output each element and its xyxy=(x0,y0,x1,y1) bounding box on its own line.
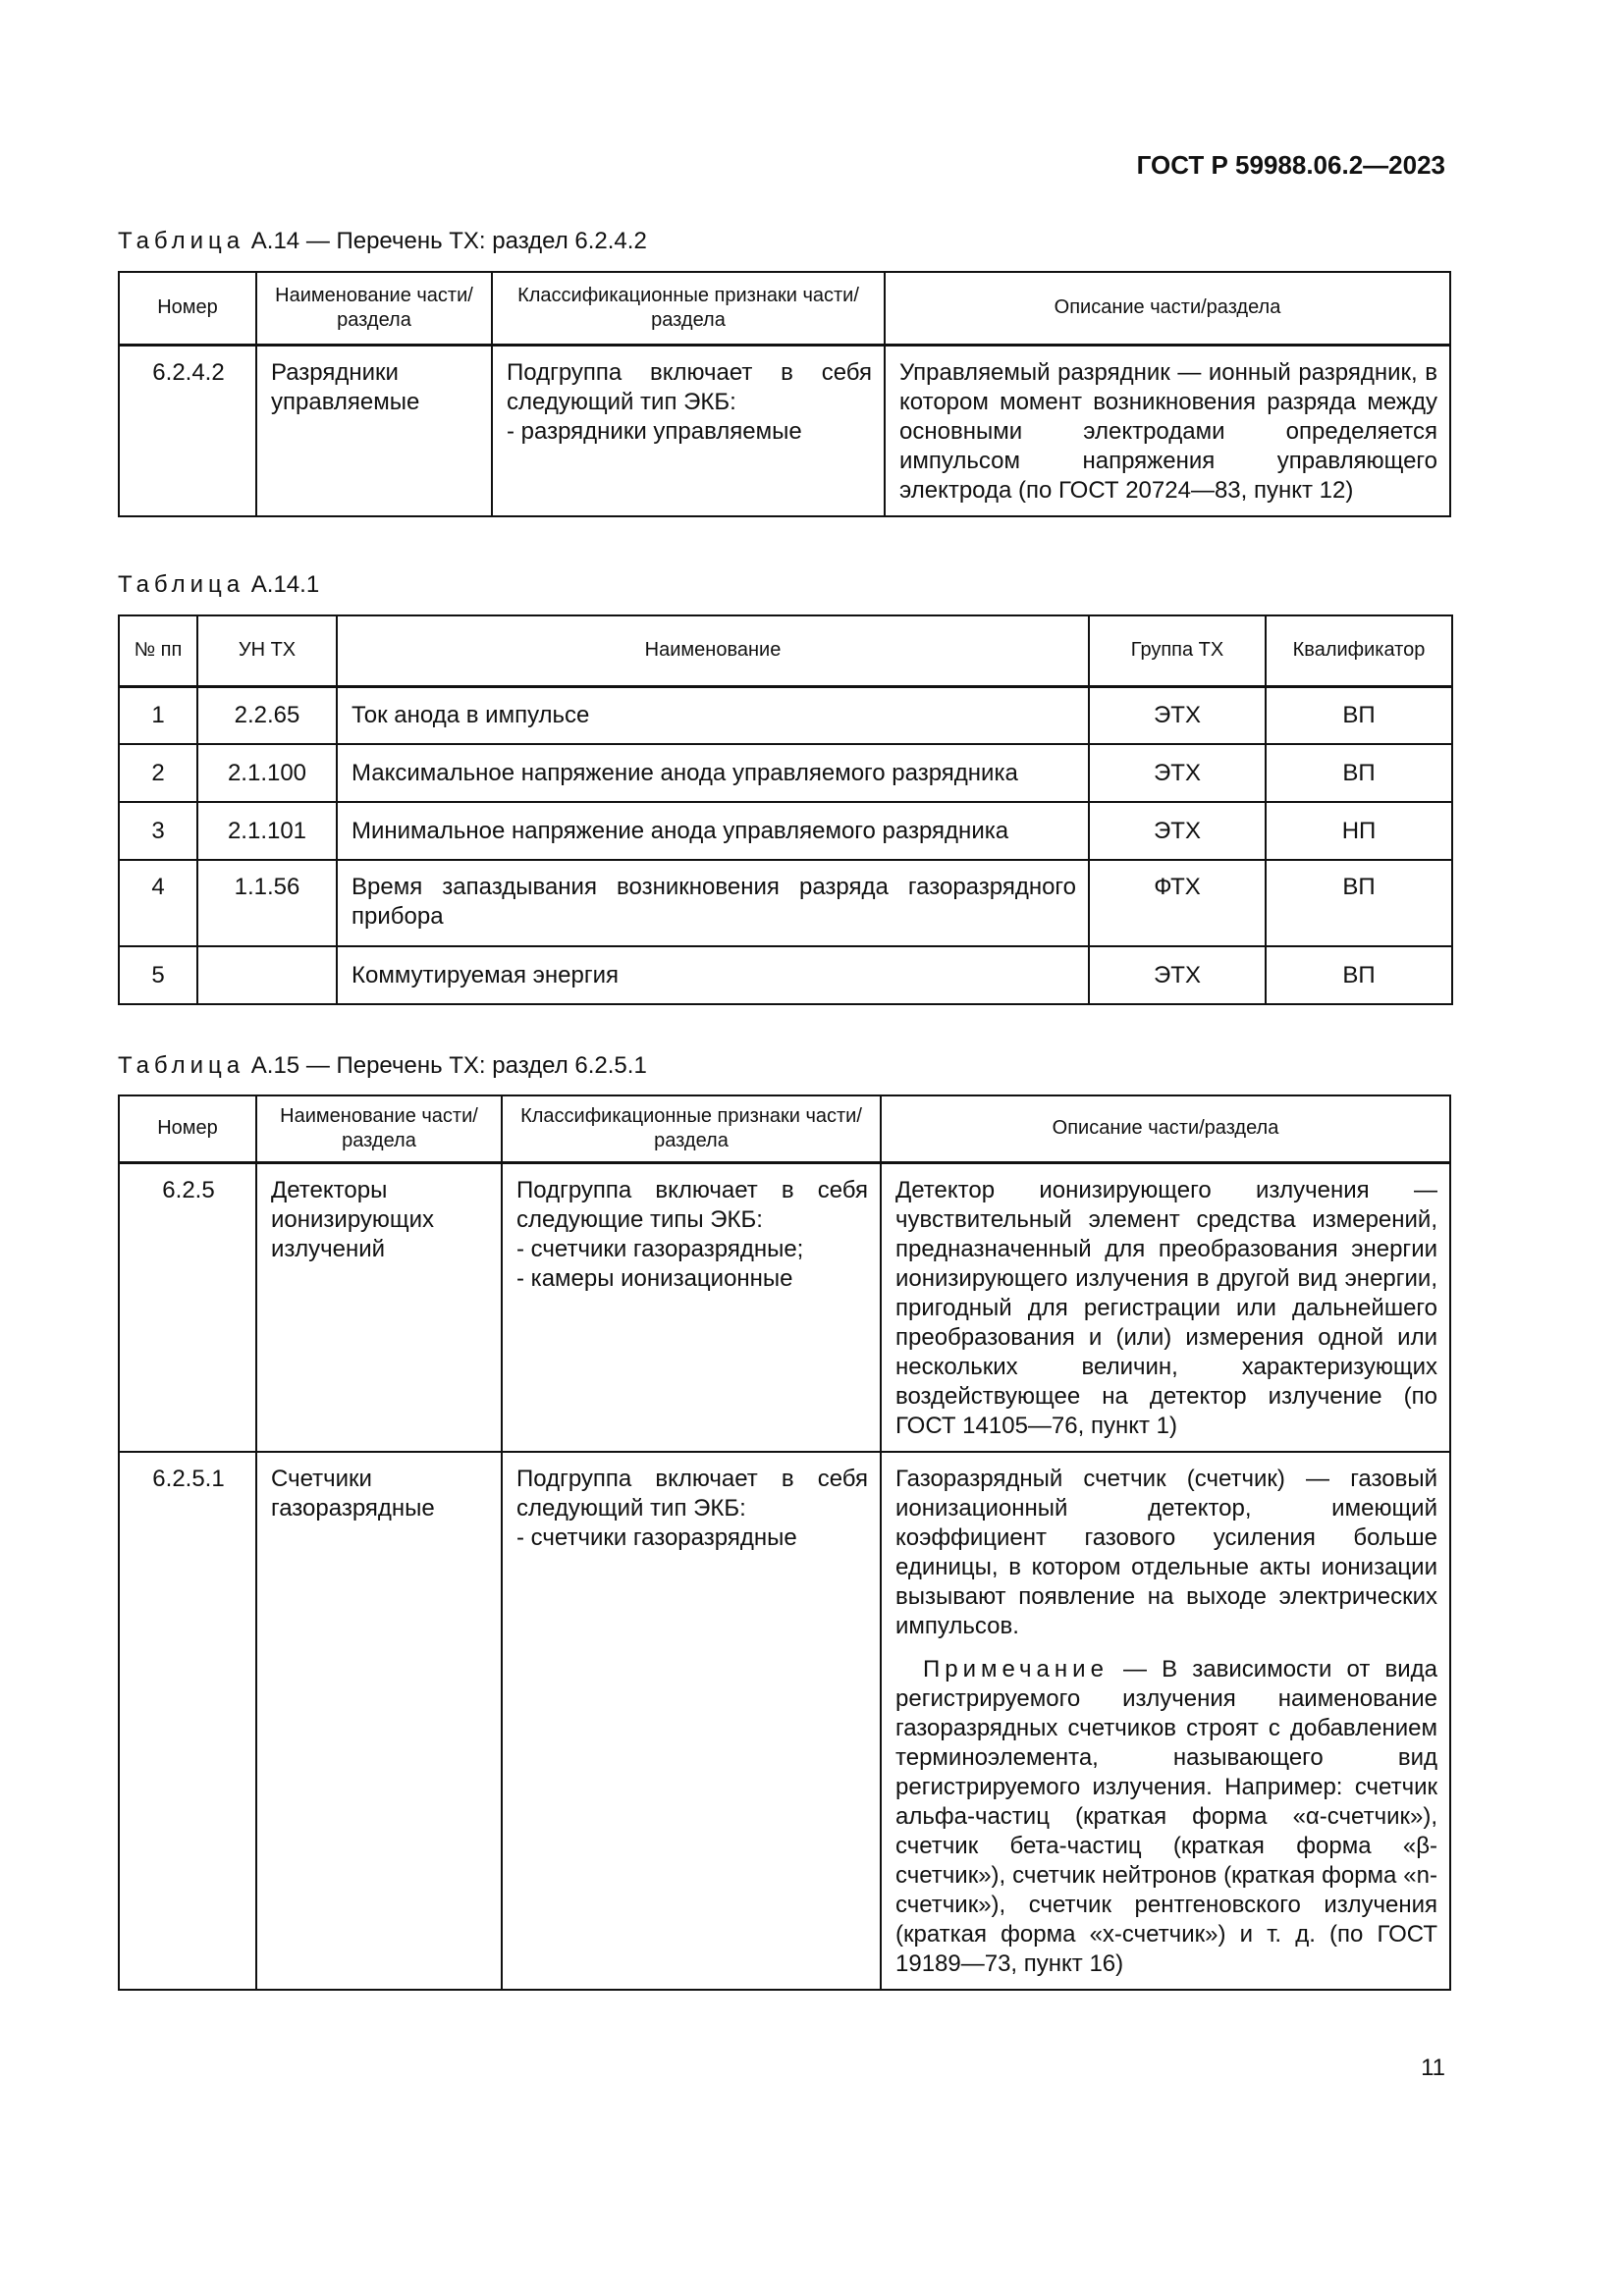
caption-text: А.14.1 xyxy=(244,571,320,598)
cell-index: 2 xyxy=(119,744,197,802)
row-description: Управляемый разрядник — ионный разрядник, в котором момент возникновения разряда между основными электродами определяется импульсом напряжения управляющего электрода (по ГОСТ 20724—83, пункт 12) xyxy=(885,345,1450,516)
cell-qualifier: НП xyxy=(1266,802,1452,860)
cell-index: 3 xyxy=(119,802,197,860)
table-header-row xyxy=(119,615,1452,686)
row-name: Детекторы ионизирующих излучений xyxy=(256,1162,502,1452)
description-text: Газоразрядный счетчик (счетчик) — газовый ионизационный детектор, имеющий коэффициент газового усиления больше единицы, в котором отдельные акты ионизации вызывают появление на выходе электрических импульсов. xyxy=(895,1465,1437,1639)
cell-index: 5 xyxy=(119,946,197,1004)
table-row xyxy=(119,744,1452,802)
header-name: Наименование xyxy=(337,615,1089,686)
note-text: — В зависимости от вида регистрируемого излучения наименование газоразрядных счетчиков строят с добавлением терминоэлемента, называющего вид регистрируемого излучения. Например: счетчик альфа-частиц (краткая форма «α-счетчик»), счетчик бета-частиц (краткая форма «β-счетчик»), счетчик нейтронов (краткая форма «n-счетчик»), счетчик рентгеновского излучения (краткая форма «x-счетчик») и т. д. (по ГОСТ 19189—73, пункт 16) xyxy=(895,1655,1437,1977)
row-class xyxy=(502,1452,881,1990)
cell-qualifier: ВП xyxy=(1266,744,1452,802)
cell-qualifier: ВП xyxy=(1266,946,1452,1004)
header-name: Наименование части/раздела xyxy=(256,1095,502,1162)
header-name: Наименование части/раздела xyxy=(256,272,492,345)
cell-index: 4 xyxy=(119,860,197,946)
row-class xyxy=(492,345,885,516)
row-name: Счетчики газоразрядные xyxy=(256,1452,502,1990)
table-row xyxy=(119,345,1450,516)
document-code: ГОСТ Р 59988.06.2—2023 xyxy=(1136,150,1445,180)
class-intro: Подгруппа включает в себя следующий тип ЭКБ: xyxy=(516,1465,868,1522)
caption-text: А.14 — Перечень ТХ: раздел 6.2.4.2 xyxy=(244,228,647,254)
header-class: Классификационные признаки части/раздела xyxy=(492,272,885,345)
header-group: Группа ТХ xyxy=(1089,615,1266,686)
class-intro: Подгруппа включает в себя следующие типы ЭКБ: xyxy=(516,1176,868,1233)
caption-text: А.15 — Перечень ТХ: раздел 6.2.5.1 xyxy=(244,1052,647,1079)
page-number: 11 xyxy=(1421,2055,1445,2081)
class-item: - камеры ионизационные xyxy=(516,1264,793,1292)
header-description: Описание части/раздела xyxy=(885,272,1450,345)
table-row xyxy=(119,802,1452,860)
cell-code: 2.1.100 xyxy=(197,744,337,802)
table-row xyxy=(119,860,1452,946)
cell-name: Время запаздывания возникновения разряда газоразрядного прибора xyxy=(337,860,1089,946)
table-a15-caption xyxy=(118,1052,647,1080)
cell-code xyxy=(197,946,337,1004)
cell-group: ФТХ xyxy=(1089,860,1266,946)
table-header-row xyxy=(119,272,1450,345)
caption-prefix: Таблица xyxy=(118,571,245,598)
cell-group: ЭТХ xyxy=(1089,744,1266,802)
cell-qualifier: ВП xyxy=(1266,686,1452,744)
cell-index: 1 xyxy=(119,686,197,744)
cell-group: ЭТХ xyxy=(1089,802,1266,860)
cell-name: Максимальное напряжение анода управляемого разрядника xyxy=(337,744,1089,802)
cell-group: ЭТХ xyxy=(1089,686,1266,744)
header-class: Классификационные признаки части/раздела xyxy=(502,1095,881,1162)
note xyxy=(895,1655,1437,1979)
class-item: - счетчики газоразрядные; xyxy=(516,1235,804,1262)
class-item: - разрядники управляемые xyxy=(507,417,802,445)
cell-name: Ток анода в импульсе xyxy=(337,686,1089,744)
cell-code: 2.2.65 xyxy=(197,686,337,744)
header-qualifier: Квалификатор xyxy=(1266,615,1452,686)
table-row xyxy=(119,686,1452,744)
table-row xyxy=(119,1162,1450,1452)
table-row xyxy=(119,1452,1450,1990)
row-description xyxy=(881,1452,1450,1990)
cell-name: Минимальное напряжение анода управляемого разрядника xyxy=(337,802,1089,860)
cell-name: Коммутируемая энергия xyxy=(337,946,1089,1004)
header-description: Описание части/раздела xyxy=(881,1095,1450,1162)
table-a14 xyxy=(118,271,1451,517)
row-name: Разрядники управляемые xyxy=(256,345,492,516)
table-header-row xyxy=(119,1095,1450,1162)
cell-code: 1.1.56 xyxy=(197,860,337,946)
row-class xyxy=(502,1162,881,1452)
caption-prefix: Таблица xyxy=(118,228,245,254)
row-number: 6.2.5 xyxy=(119,1162,256,1452)
table-row xyxy=(119,946,1452,1004)
table-a14-caption xyxy=(118,228,647,255)
caption-prefix: Таблица xyxy=(118,1052,245,1079)
cell-qualifier: ВП xyxy=(1266,860,1452,946)
table-a14-1 xyxy=(118,614,1453,1005)
header-index: № пп xyxy=(119,615,197,686)
cell-group: ЭТХ xyxy=(1089,946,1266,1004)
row-number: 6.2.4.2 xyxy=(119,345,256,516)
header-number: Номер xyxy=(119,1095,256,1162)
header-code: УН ТХ xyxy=(197,615,337,686)
table-a15 xyxy=(118,1095,1451,1991)
row-description: Детектор ионизирующего излучения — чувствительный элемент средства измерений, предназначенный для преобразования энергии ионизирующего излучения в другой вид энергии, пригодный для регистрации или дальнейшего преобразования и (или) измерения одной или нескольких величин, характеризующих воздействующее на детектор излучение (по ГОСТ 14105—76, пункт 1) xyxy=(881,1162,1450,1452)
header-number: Номер xyxy=(119,272,256,345)
row-number: 6.2.5.1 xyxy=(119,1452,256,1990)
class-item: - счетчики газоразрядные xyxy=(516,1523,797,1551)
class-intro: Подгруппа включает в себя следующий тип ЭКБ: xyxy=(507,358,872,415)
cell-code: 2.1.101 xyxy=(197,802,337,860)
table-a14-1-caption xyxy=(118,571,319,599)
note-label: Примечание xyxy=(923,1655,1109,1682)
